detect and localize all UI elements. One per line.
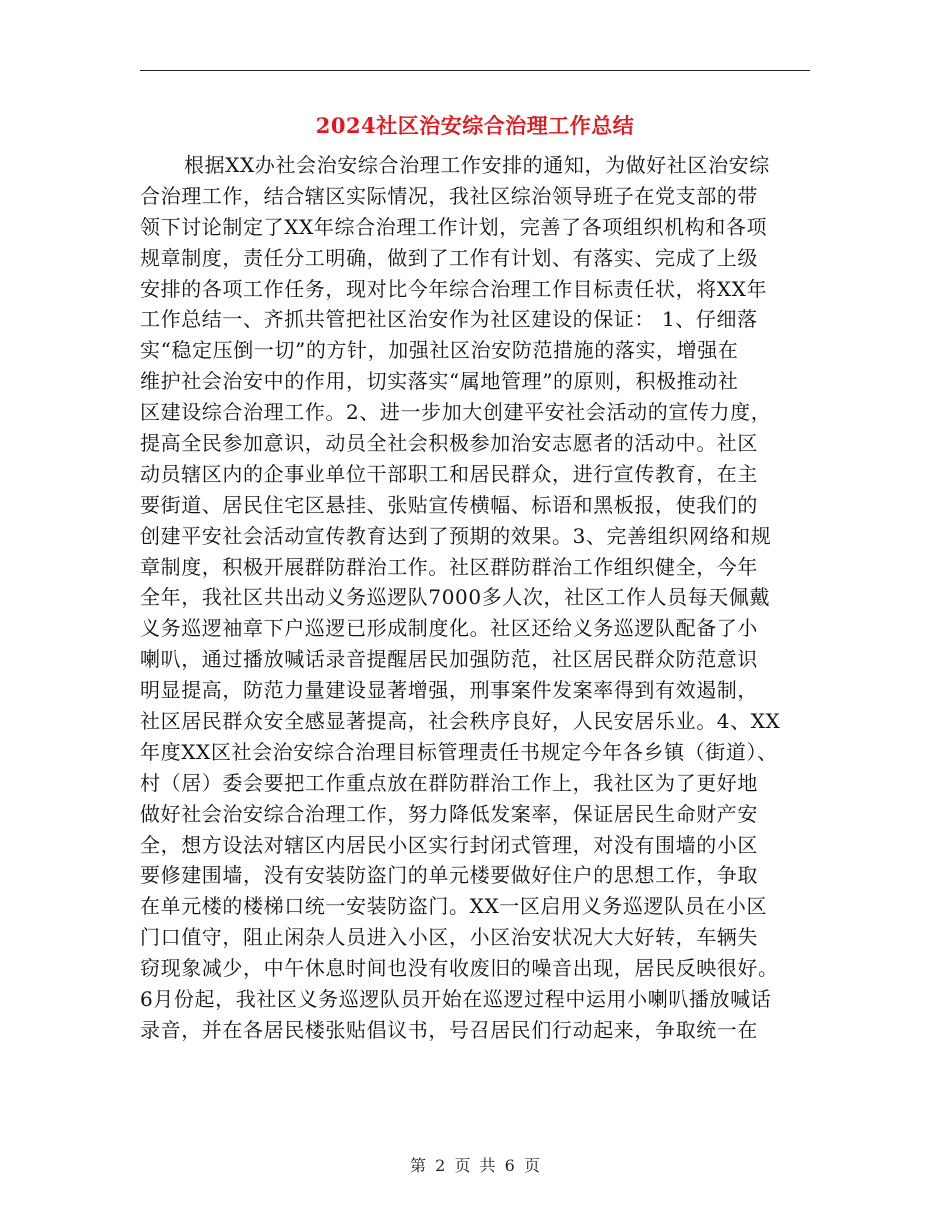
body-line: 窃现象减少，中午休息时间也没有收废旧的噪音出现，居民反映很好。 (140, 956, 779, 981)
body-line: 做好社会治安综合治理工作，努力降低发案率，保证居民生命财产安 (140, 801, 758, 826)
body-line: 要街道、居民住宅区悬挂、张贴宣传横幅、标语和黑板报，使我们的 (140, 492, 758, 517)
body-line: 要修建围墙，没有安装防盗门的单元楼要做好住户的思想工作，争取 (140, 863, 758, 888)
body-line: 提高全民参加意识，动员全社会积极参加治安志愿者的活动中。社区 (140, 431, 758, 456)
body-line: 根据XX办社会治安综合治理工作安排的通知，为做好社区治安综 (184, 153, 770, 177)
total-label: 共 (479, 1156, 496, 1175)
body-line: 年度XX区社会治安综合治理目标管理责任书规定今年各乡镇（街道）、 (140, 739, 778, 764)
body-line: 实“稳定压倒一切”的方针，加强社区治安防范措施的落实，增强在 (140, 338, 739, 363)
body-line: 门口值守，阻止闲杂人员进入小区，小区治安状况大大好转，车辆失 (140, 925, 758, 950)
body-line: 明显提高，防范力量建设显著增强，刑事案件发案率得到有效遏制， (140, 678, 758, 703)
body-line: 动员辖区内的企事业单位干部职工和居民群众，进行宣传教育，在主 (140, 461, 758, 486)
body-line: 工作总结一、齐抓共管把社区治安作为社区建设的保证： 1、仔细落 (140, 307, 758, 332)
body-line: 章制度，积极开展群防群治工作。社区群防群治工作组织健全，今年 (140, 554, 758, 579)
body-line: 村（居）委会要把工作重点放在群防群治工作上，我社区为了更好地 (140, 770, 758, 795)
page-footer (140, 1153, 810, 1176)
body-line: 安排的各项工作任务，现对比今年综合治理工作目标责任状，将XX年 (140, 276, 768, 301)
body-line: 义务巡逻袖章下户巡逻已形成制度化。社区还给义务巡逻队配备了小 (140, 616, 758, 641)
body-line: 全，想方设法对辖区内居民小区实行封闭式管理，对没有围墙的小区 (140, 832, 758, 857)
body-line: 全年，我社区共出动义务巡逻队7000多人次，社区工作人员每天佩戴 (140, 585, 771, 610)
body-line: 领下讨论制定了XX年综合治理工作计划，完善了各项组织机构和各项 (140, 214, 768, 239)
document-body (140, 150, 820, 1046)
body-line: 规章制度，责任分工明确，做到了工作有计划、有落实、完成了上级 (140, 245, 758, 270)
page-label: 第 (410, 1156, 427, 1175)
body-line: 录音，并在各居民楼张贴倡议书，号召居民们行动起来，争取统一在 (140, 1017, 758, 1042)
page-total: 6 (504, 1156, 515, 1175)
body-line: 合治理工作，结合辖区实际情况，我社区综治领导班子在党支部的带 (140, 183, 758, 208)
header-rule (140, 70, 810, 71)
body-line: 6月份起，我社区义务巡逻队员开始在巡逻过程中运用小喇叭播放喊话 (140, 987, 772, 1012)
body-line: 在单元楼的楼梯口统一安装防盗门。XX一区启用义务巡逻队员在小区 (140, 894, 768, 919)
page-current: 2 (435, 1156, 446, 1175)
body-line: 创建平安社会活动宣传教育达到了预期的效果。3、完善组织网络和规 (140, 523, 772, 548)
total-unit: 页 (523, 1156, 540, 1175)
body-line: 区建设综合治理工作。2、进一步加大创建平安社会活动的宣传力度， (140, 400, 772, 425)
body-line: 社区居民群众安全感显著提高，社会秩序良好，人民安居乐业。4、XX (140, 709, 781, 734)
page-unit: 页 (454, 1156, 471, 1175)
body-line: 维护社会治安中的作用，切实落实“属地管理”的原则，积极推动社 (140, 369, 739, 394)
document-title: 2024社区治安综合治理工作总结 (315, 113, 635, 138)
body-line: 喇叭，通过播放喊话录音提醒居民加强防范，社区居民群众防范意识 (140, 647, 758, 672)
